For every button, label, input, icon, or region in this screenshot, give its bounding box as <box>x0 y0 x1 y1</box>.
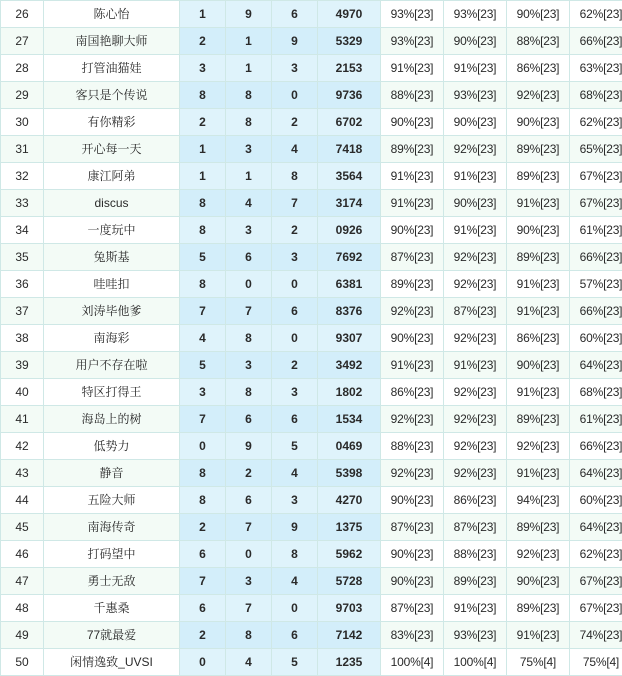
percent-cell-4: 75%[4] <box>570 649 622 676</box>
number-cell-2: 6 <box>226 244 272 271</box>
percent-cell-3: 90%[23] <box>507 568 570 595</box>
table-row[interactable] <box>1 82 622 109</box>
number-cell-3: 6 <box>272 1 318 28</box>
percent-cell-2: 86%[23] <box>444 487 507 514</box>
percent-cell-2: 91%[23] <box>444 163 507 190</box>
percent-cell-3: 89%[23] <box>507 163 570 190</box>
number-cell-3: 9 <box>272 514 318 541</box>
player-name-cell: 低势力 <box>44 433 180 460</box>
percent-cell-4: 61%[23] <box>570 406 622 433</box>
percent-cell-3: 86%[23] <box>507 55 570 82</box>
number-cell-3: 8 <box>272 163 318 190</box>
player-name-cell: 兔斯基 <box>44 244 180 271</box>
percent-cell-1: 92%[23] <box>381 406 444 433</box>
number-cell-2: 1 <box>226 163 272 190</box>
percent-cell-2: 91%[23] <box>444 352 507 379</box>
percent-cell-3: 91%[23] <box>507 622 570 649</box>
percent-cell-2: 92%[23] <box>444 244 507 271</box>
table-row[interactable] <box>1 325 622 352</box>
number-cell-3: 9 <box>272 28 318 55</box>
percent-cell-1: 90%[23] <box>381 325 444 352</box>
percent-cell-4: 66%[23] <box>570 433 622 460</box>
score-cell: 9307 <box>318 325 381 352</box>
percent-cell-1: 93%[23] <box>381 28 444 55</box>
percent-cell-1: 100%[4] <box>381 649 444 676</box>
percent-cell-1: 92%[23] <box>381 460 444 487</box>
rank-cell: 50 <box>1 649 44 676</box>
percent-cell-3: 90%[23] <box>507 217 570 244</box>
table-row[interactable] <box>1 514 622 541</box>
number-cell-3: 0 <box>272 82 318 109</box>
number-cell-1: 1 <box>180 1 226 28</box>
number-cell-1: 2 <box>180 109 226 136</box>
percent-cell-3: 91%[23] <box>507 298 570 325</box>
percent-cell-1: 91%[23] <box>381 163 444 190</box>
number-cell-2: 8 <box>226 109 272 136</box>
player-name-cell: 五险大师 <box>44 487 180 514</box>
table-row[interactable] <box>1 190 622 217</box>
table-row[interactable] <box>1 568 622 595</box>
table-row[interactable] <box>1 55 622 82</box>
number-cell-2: 0 <box>226 541 272 568</box>
number-cell-1: 8 <box>180 190 226 217</box>
percent-cell-1: 91%[23] <box>381 190 444 217</box>
percent-cell-1: 86%[23] <box>381 379 444 406</box>
percent-cell-1: 93%[23] <box>381 1 444 28</box>
percent-cell-2: 90%[23] <box>444 28 507 55</box>
score-cell: 9736 <box>318 82 381 109</box>
score-cell: 5398 <box>318 460 381 487</box>
number-cell-2: 0 <box>226 271 272 298</box>
score-cell: 6381 <box>318 271 381 298</box>
number-cell-1: 2 <box>180 514 226 541</box>
table-row[interactable] <box>1 298 622 325</box>
percent-cell-2: 92%[23] <box>444 379 507 406</box>
percent-cell-3: 90%[23] <box>507 352 570 379</box>
number-cell-1: 0 <box>180 433 226 460</box>
rank-cell: 34 <box>1 217 44 244</box>
percent-cell-4: 64%[23] <box>570 514 622 541</box>
rank-cell: 27 <box>1 28 44 55</box>
score-cell: 2153 <box>318 55 381 82</box>
number-cell-1: 1 <box>180 163 226 190</box>
player-name-cell: 77就最爱 <box>44 622 180 649</box>
number-cell-2: 4 <box>226 649 272 676</box>
table-row[interactable] <box>1 460 622 487</box>
percent-cell-1: 87%[23] <box>381 514 444 541</box>
percent-cell-2: 89%[23] <box>444 568 507 595</box>
percent-cell-4: 64%[23] <box>570 352 622 379</box>
rank-cell: 43 <box>1 460 44 487</box>
number-cell-2: 7 <box>226 595 272 622</box>
number-cell-2: 8 <box>226 82 272 109</box>
percent-cell-1: 90%[23] <box>381 541 444 568</box>
rank-cell: 48 <box>1 595 44 622</box>
score-cell: 3174 <box>318 190 381 217</box>
score-cell: 5728 <box>318 568 381 595</box>
percent-cell-1: 91%[23] <box>381 352 444 379</box>
table-row[interactable] <box>1 487 622 514</box>
number-cell-1: 8 <box>180 82 226 109</box>
table-row[interactable] <box>1 541 622 568</box>
player-name-cell: 一度玩中 <box>44 217 180 244</box>
percent-cell-3: 91%[23] <box>507 190 570 217</box>
rank-cell: 37 <box>1 298 44 325</box>
rank-cell: 39 <box>1 352 44 379</box>
percent-cell-2: 92%[23] <box>444 271 507 298</box>
number-cell-3: 2 <box>272 109 318 136</box>
percent-cell-4: 60%[23] <box>570 487 622 514</box>
percent-cell-3: 89%[23] <box>507 514 570 541</box>
percent-cell-1: 83%[23] <box>381 622 444 649</box>
player-name-cell: 陈心怡 <box>44 1 180 28</box>
number-cell-2: 6 <box>226 406 272 433</box>
percent-cell-1: 92%[23] <box>381 298 444 325</box>
percent-cell-2: 87%[23] <box>444 298 507 325</box>
score-cell: 8376 <box>318 298 381 325</box>
rank-cell: 45 <box>1 514 44 541</box>
score-cell: 1802 <box>318 379 381 406</box>
player-name-cell: 千惠桑 <box>44 595 180 622</box>
player-name-cell: 南海彩 <box>44 325 180 352</box>
score-cell: 5962 <box>318 541 381 568</box>
number-cell-2: 3 <box>226 217 272 244</box>
score-cell: 1375 <box>318 514 381 541</box>
number-cell-1: 1 <box>180 136 226 163</box>
percent-cell-4: 62%[23] <box>570 109 622 136</box>
percent-cell-4: 67%[23] <box>570 568 622 595</box>
percent-cell-3: 94%[23] <box>507 487 570 514</box>
number-cell-3: 8 <box>272 541 318 568</box>
percent-cell-1: 87%[23] <box>381 595 444 622</box>
rank-cell: 36 <box>1 271 44 298</box>
table-row[interactable] <box>1 271 622 298</box>
table-row[interactable] <box>1 595 622 622</box>
number-cell-2: 8 <box>226 325 272 352</box>
number-cell-2: 8 <box>226 622 272 649</box>
number-cell-2: 1 <box>226 55 272 82</box>
score-cell: 5329 <box>318 28 381 55</box>
player-name-cell: 哇哇扣 <box>44 271 180 298</box>
player-name-cell: 刘涛毕他爹 <box>44 298 180 325</box>
percent-cell-4: 64%[23] <box>570 460 622 487</box>
player-name-cell: 特区打得王 <box>44 379 180 406</box>
score-cell: 4270 <box>318 487 381 514</box>
score-cell: 0926 <box>318 217 381 244</box>
percent-cell-4: 57%[23] <box>570 271 622 298</box>
percent-cell-2: 92%[23] <box>444 433 507 460</box>
rank-cell: 26 <box>1 1 44 28</box>
percent-cell-1: 89%[23] <box>381 136 444 163</box>
percent-cell-2: 90%[23] <box>444 190 507 217</box>
percent-cell-4: 61%[23] <box>570 217 622 244</box>
score-cell: 0469 <box>318 433 381 460</box>
rank-cell: 29 <box>1 82 44 109</box>
player-name-cell: 开心每一天 <box>44 136 180 163</box>
number-cell-2: 3 <box>226 352 272 379</box>
percent-cell-1: 90%[23] <box>381 217 444 244</box>
percent-cell-4: 66%[23] <box>570 28 622 55</box>
table-row[interactable] <box>1 163 622 190</box>
percent-cell-3: 89%[23] <box>507 595 570 622</box>
table-row[interactable] <box>1 379 622 406</box>
percent-cell-4: 60%[23] <box>570 325 622 352</box>
score-cell: 9703 <box>318 595 381 622</box>
table-row[interactable] <box>1 622 622 649</box>
percent-cell-2: 92%[23] <box>444 136 507 163</box>
number-cell-1: 3 <box>180 55 226 82</box>
percent-cell-4: 68%[23] <box>570 82 622 109</box>
percent-cell-4: 67%[23] <box>570 163 622 190</box>
percent-cell-1: 90%[23] <box>381 109 444 136</box>
number-cell-3: 5 <box>272 433 318 460</box>
number-cell-3: 6 <box>272 622 318 649</box>
percent-cell-4: 62%[23] <box>570 541 622 568</box>
rank-cell: 32 <box>1 163 44 190</box>
percent-cell-1: 91%[23] <box>381 55 444 82</box>
percent-cell-2: 91%[23] <box>444 595 507 622</box>
rank-cell: 42 <box>1 433 44 460</box>
table-row[interactable] <box>1 217 622 244</box>
percent-cell-3: 89%[23] <box>507 136 570 163</box>
percent-cell-4: 67%[23] <box>570 190 622 217</box>
percent-cell-3: 91%[23] <box>507 379 570 406</box>
score-cell: 1235 <box>318 649 381 676</box>
rank-cell: 41 <box>1 406 44 433</box>
table-row[interactable] <box>1 352 622 379</box>
rank-cell: 46 <box>1 541 44 568</box>
percent-cell-2: 92%[23] <box>444 460 507 487</box>
score-cell: 7692 <box>318 244 381 271</box>
score-cell: 3564 <box>318 163 381 190</box>
percent-cell-2: 92%[23] <box>444 406 507 433</box>
percent-cell-3: 90%[23] <box>507 1 570 28</box>
rank-cell: 30 <box>1 109 44 136</box>
number-cell-1: 2 <box>180 28 226 55</box>
table-row[interactable] <box>1 433 622 460</box>
player-name-cell: 有你精彩 <box>44 109 180 136</box>
player-name-cell: 客只是个传说 <box>44 82 180 109</box>
percent-cell-2: 92%[23] <box>444 325 507 352</box>
percent-cell-4: 66%[23] <box>570 298 622 325</box>
number-cell-3: 3 <box>272 55 318 82</box>
number-cell-2: 2 <box>226 460 272 487</box>
percent-cell-3: 86%[23] <box>507 325 570 352</box>
number-cell-3: 0 <box>272 271 318 298</box>
number-cell-3: 0 <box>272 325 318 352</box>
number-cell-1: 3 <box>180 379 226 406</box>
percent-cell-3: 88%[23] <box>507 28 570 55</box>
score-cell: 7418 <box>318 136 381 163</box>
table-row[interactable] <box>1 28 622 55</box>
percent-cell-4: 68%[23] <box>570 379 622 406</box>
player-name-cell: 勇士无敌 <box>44 568 180 595</box>
percent-cell-3: 75%[4] <box>507 649 570 676</box>
percent-cell-4: 66%[23] <box>570 244 622 271</box>
number-cell-1: 0 <box>180 649 226 676</box>
number-cell-3: 2 <box>272 217 318 244</box>
player-name-cell: 海岛上的树 <box>44 406 180 433</box>
score-cell: 4970 <box>318 1 381 28</box>
number-cell-3: 5 <box>272 649 318 676</box>
percent-cell-3: 92%[23] <box>507 82 570 109</box>
number-cell-1: 7 <box>180 568 226 595</box>
player-name-cell: discus <box>44 190 180 217</box>
percent-cell-2: 100%[4] <box>444 649 507 676</box>
percent-cell-2: 91%[23] <box>444 55 507 82</box>
number-cell-1: 8 <box>180 271 226 298</box>
percent-cell-4: 74%[23] <box>570 622 622 649</box>
player-name-cell: 打管油猫娃 <box>44 55 180 82</box>
player-name-cell: 打码望中 <box>44 541 180 568</box>
number-cell-3: 7 <box>272 190 318 217</box>
number-cell-3: 4 <box>272 568 318 595</box>
number-cell-1: 5 <box>180 244 226 271</box>
table-row[interactable] <box>1 136 622 163</box>
percent-cell-3: 92%[23] <box>507 541 570 568</box>
player-name-cell: 南国艳聊大师 <box>44 28 180 55</box>
rank-cell: 49 <box>1 622 44 649</box>
percent-cell-2: 93%[23] <box>444 622 507 649</box>
percent-cell-1: 88%[23] <box>381 82 444 109</box>
percent-cell-1: 90%[23] <box>381 487 444 514</box>
percent-cell-3: 91%[23] <box>507 271 570 298</box>
number-cell-2: 4 <box>226 190 272 217</box>
number-cell-2: 3 <box>226 568 272 595</box>
percent-cell-1: 88%[23] <box>381 433 444 460</box>
percent-cell-2: 93%[23] <box>444 82 507 109</box>
rank-cell: 44 <box>1 487 44 514</box>
percent-cell-4: 67%[23] <box>570 595 622 622</box>
percent-cell-3: 90%[23] <box>507 109 570 136</box>
number-cell-2: 9 <box>226 1 272 28</box>
table-row[interactable] <box>1 1 622 28</box>
number-cell-1: 7 <box>180 298 226 325</box>
number-cell-1: 4 <box>180 325 226 352</box>
number-cell-2: 1 <box>226 28 272 55</box>
score-cell: 6702 <box>318 109 381 136</box>
percent-cell-1: 87%[23] <box>381 244 444 271</box>
score-cell: 3492 <box>318 352 381 379</box>
number-cell-2: 8 <box>226 379 272 406</box>
score-cell: 1534 <box>318 406 381 433</box>
rank-cell: 28 <box>1 55 44 82</box>
player-name-cell: 静音 <box>44 460 180 487</box>
number-cell-3: 4 <box>272 136 318 163</box>
rank-cell: 47 <box>1 568 44 595</box>
number-cell-3: 3 <box>272 487 318 514</box>
percent-cell-2: 88%[23] <box>444 541 507 568</box>
table-body <box>1 1 622 676</box>
percent-cell-2: 93%[23] <box>444 1 507 28</box>
number-cell-3: 0 <box>272 595 318 622</box>
score-cell: 7142 <box>318 622 381 649</box>
percent-cell-2: 87%[23] <box>444 514 507 541</box>
number-cell-1: 8 <box>180 217 226 244</box>
percent-cell-1: 90%[23] <box>381 568 444 595</box>
number-cell-3: 3 <box>272 379 318 406</box>
percent-cell-2: 90%[23] <box>444 109 507 136</box>
number-cell-1: 6 <box>180 595 226 622</box>
player-name-cell: 南海传奇 <box>44 514 180 541</box>
player-name-cell: 用户不存在啦 <box>44 352 180 379</box>
number-cell-2: 3 <box>226 136 272 163</box>
player-name-cell: 闲情逸致_UVSI <box>44 649 180 676</box>
percent-cell-3: 89%[23] <box>507 244 570 271</box>
table-row[interactable] <box>1 406 622 433</box>
number-cell-1: 8 <box>180 487 226 514</box>
percent-cell-4: 63%[23] <box>570 55 622 82</box>
table-row[interactable] <box>1 244 622 271</box>
number-cell-3: 4 <box>272 460 318 487</box>
percent-cell-3: 89%[23] <box>507 406 570 433</box>
number-cell-2: 7 <box>226 298 272 325</box>
table-row[interactable] <box>1 649 622 676</box>
percent-cell-3: 92%[23] <box>507 433 570 460</box>
number-cell-2: 6 <box>226 487 272 514</box>
percent-cell-2: 91%[23] <box>444 217 507 244</box>
number-cell-1: 6 <box>180 541 226 568</box>
number-cell-3: 3 <box>272 244 318 271</box>
percent-cell-4: 62%[23] <box>570 1 622 28</box>
number-cell-1: 8 <box>180 460 226 487</box>
number-cell-1: 2 <box>180 622 226 649</box>
number-cell-3: 6 <box>272 298 318 325</box>
rank-cell: 40 <box>1 379 44 406</box>
percent-cell-4: 65%[23] <box>570 136 622 163</box>
number-cell-2: 9 <box>226 433 272 460</box>
rank-cell: 35 <box>1 244 44 271</box>
number-cell-1: 5 <box>180 352 226 379</box>
number-cell-3: 6 <box>272 406 318 433</box>
rank-cell: 31 <box>1 136 44 163</box>
number-cell-3: 2 <box>272 352 318 379</box>
player-name-cell: 康江阿弟 <box>44 163 180 190</box>
percent-cell-3: 91%[23] <box>507 460 570 487</box>
table-row[interactable] <box>1 109 622 136</box>
number-cell-1: 7 <box>180 406 226 433</box>
percent-cell-1: 89%[23] <box>381 271 444 298</box>
number-cell-2: 7 <box>226 514 272 541</box>
rank-cell: 33 <box>1 190 44 217</box>
rank-cell: 38 <box>1 325 44 352</box>
